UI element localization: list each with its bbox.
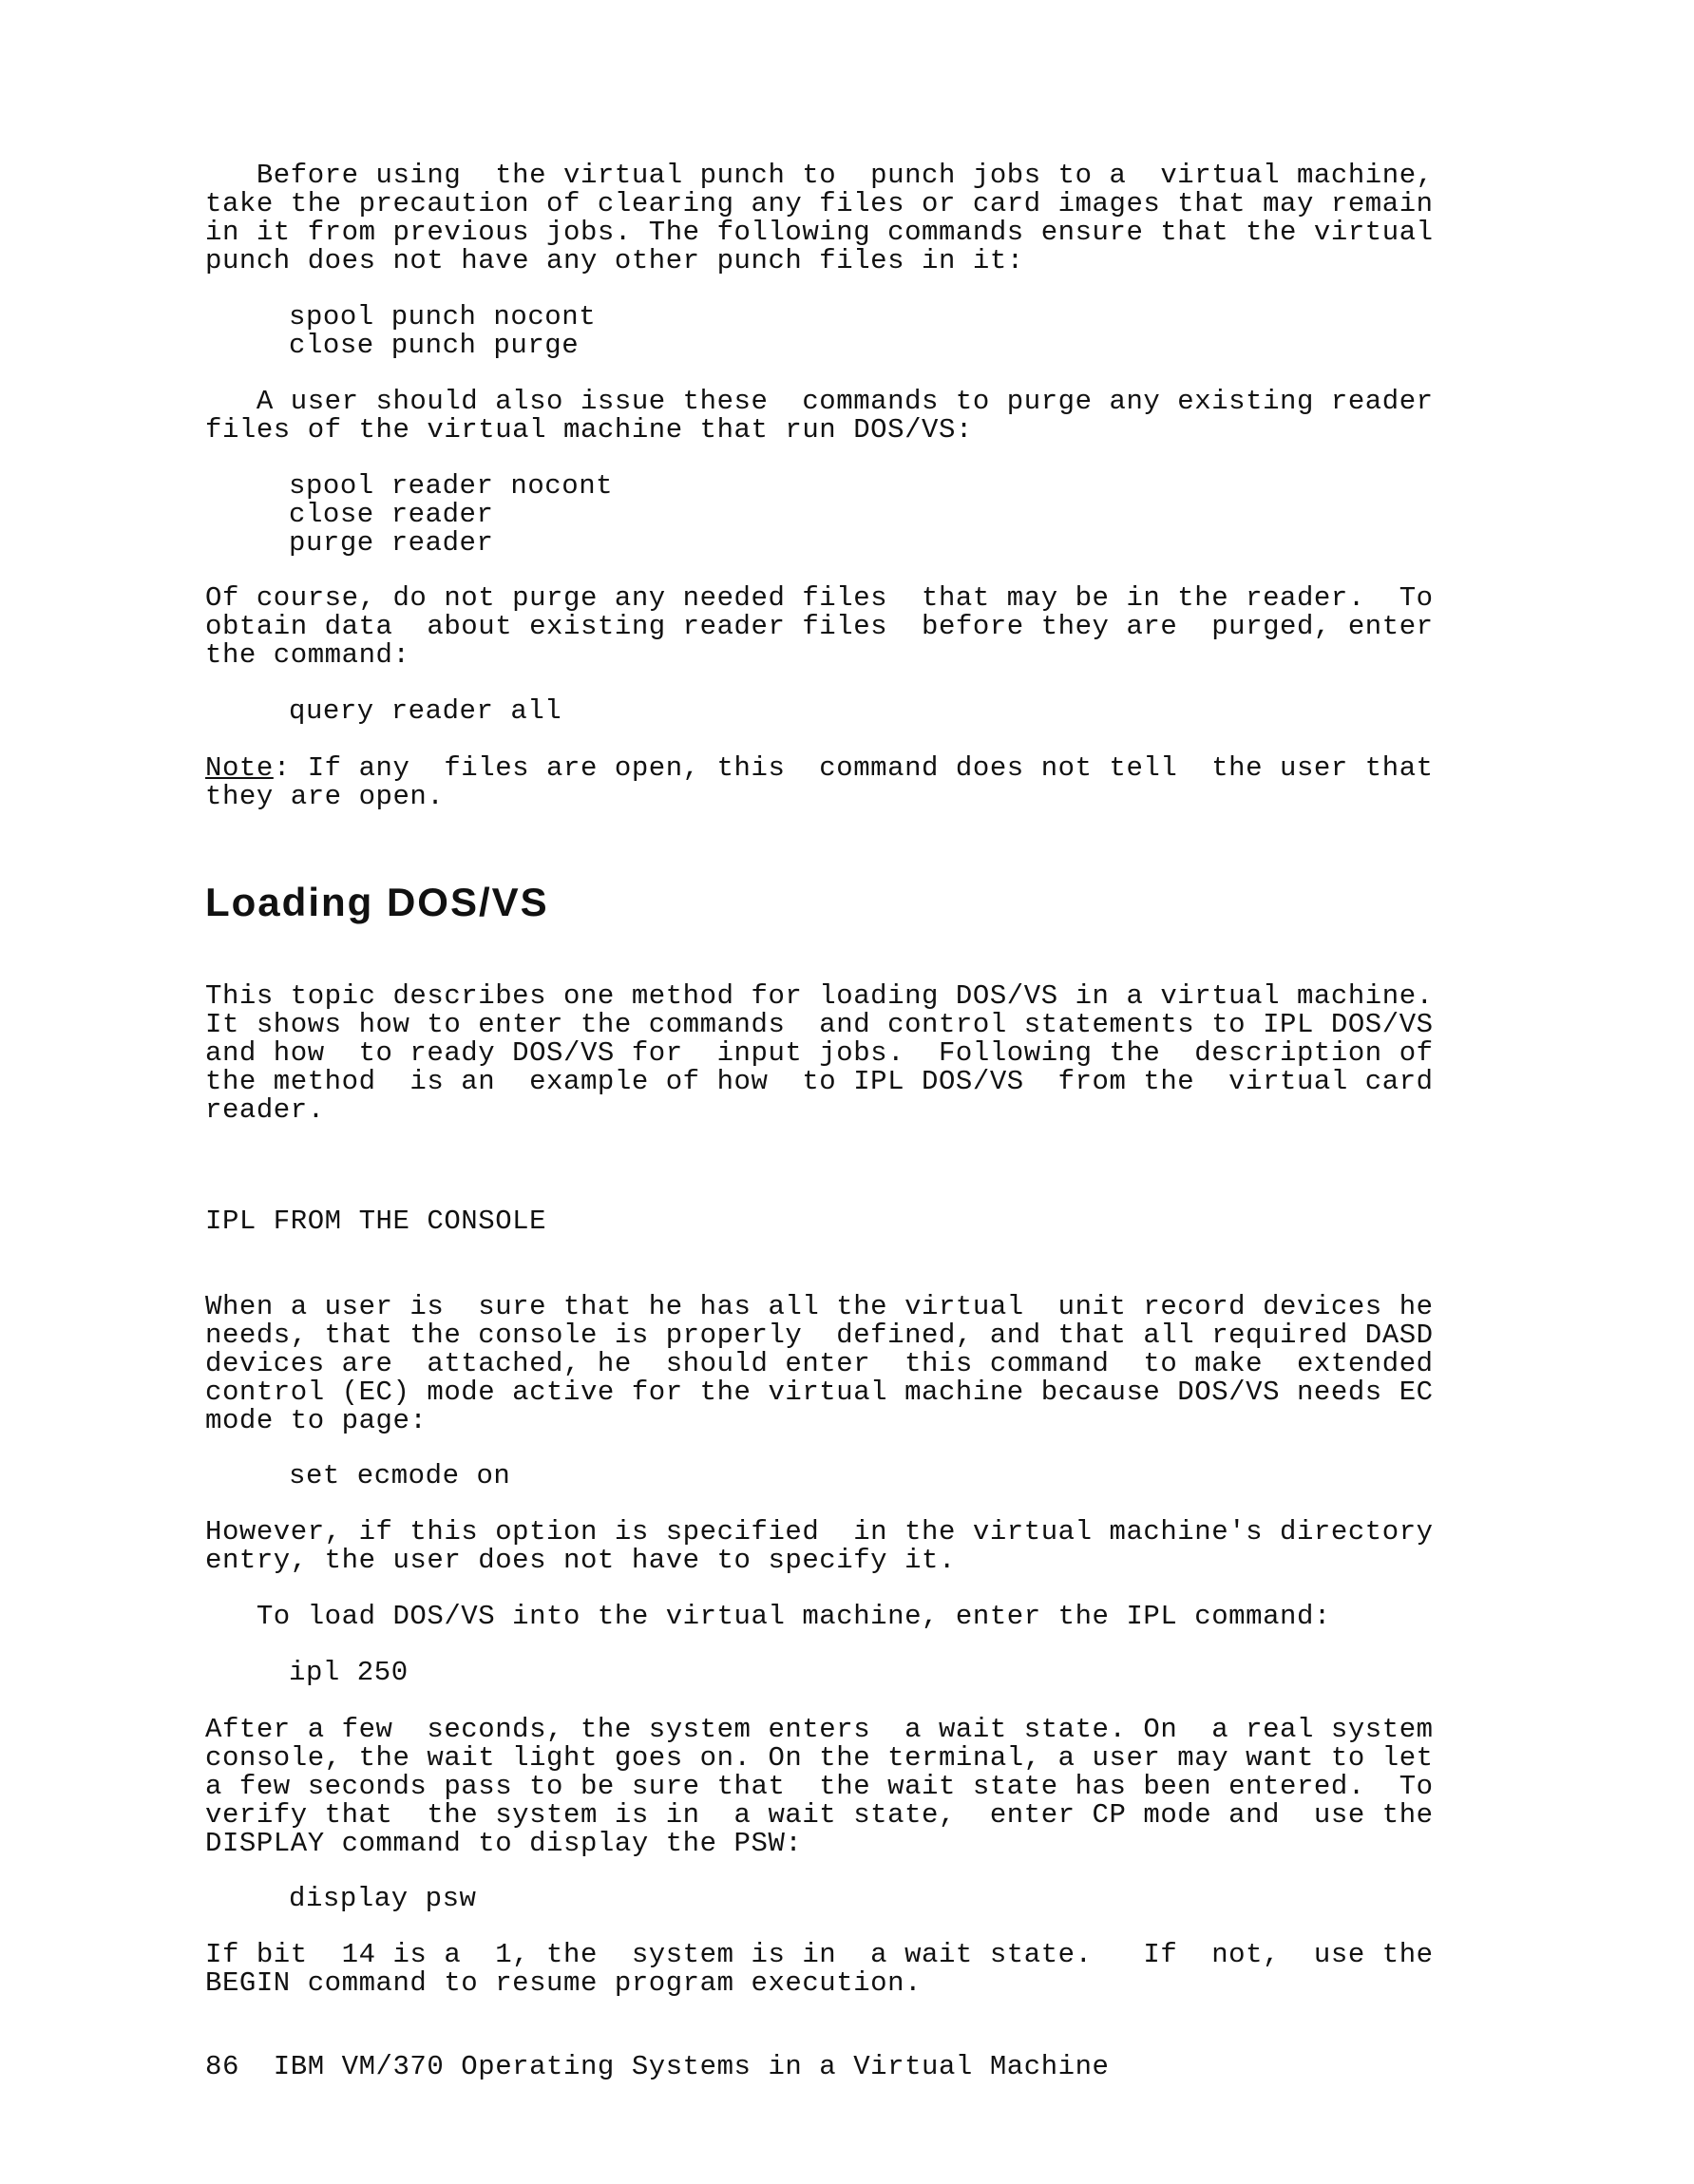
subsection-paragraph-3: To load DOS/VS into the virtual machine, enter the IPL command: <box>205 1601 1331 1632</box>
note-paragraph <box>205 754 1434 811</box>
subsection-heading: IPL FROM THE CONSOLE <box>205 1206 547 1237</box>
command-block-reader: spool reader nocont close reader purge reader <box>289 470 614 559</box>
subsection-paragraph-4: After a few seconds, the system enters a wait state. On a real system console, the wait light goes on. On the terminal, a user may want to let a few seconds pass to be sure that the wait state has been entered. To verify that the system is in a wait state, enter CP mode and use the DISPLAY command to display the PSW: <box>205 1714 1434 1859</box>
intro-paragraph-2: A user should also issue these commands to purge any existing reader files of the virtual machine that run DOS/VS: <box>205 386 1434 446</box>
subsection-paragraph-2: However, if this option is specified in the virtual machine's directory entry, the user does not have to specify it. <box>205 1516 1434 1576</box>
command-ipl: ipl 250 <box>289 1657 409 1688</box>
command-display-psw: display psw <box>289 1883 477 1914</box>
page-footer: 86 IBM VM/370 Operating Systems in a Virtual Machine <box>205 2051 1110 2082</box>
section-heading: Loading DOS/VS <box>205 880 549 924</box>
section-paragraph-1: This topic describes one method for loading DOS/VS in a virtual machine. It shows how to enter the commands and control statements to IPL DOS/VS and how to ready DOS/VS for input jobs. Following the description of the method is an example of how to IPL DOS/VS from the virtual card reader. <box>205 980 1434 1126</box>
command-set-ecmode: set ecmode on <box>289 1460 511 1491</box>
subsection-paragraph-5: If bit 14 is a 1, the system is in a wait state. If not, use the BEGIN command to resume program execution. <box>205 1939 1434 1999</box>
subsection-paragraph-1: When a user is sure that he has all the virtual unit record devices he needs, that the console is properly defined, and that all required DASD devices are attached, he should enter this command to make extended control (EC) mode active for the virtual machine because DOS/VS needs EC mode to page: <box>205 1291 1434 1436</box>
command-block-punch: spool punch nocont close punch purge <box>289 301 597 361</box>
note-label: Note <box>205 752 274 784</box>
intro-paragraph-1: Before using the virtual punch to punch jobs to a virtual machine, take the precaution of clearing any files or card images that may remain in it from previous jobs. The following commands ensure that the virtual punch does not have any other punch files in it: <box>205 160 1434 276</box>
note-text: : If any files are open, this command does not tell the user that they are open. <box>205 752 1434 812</box>
intro-paragraph-3: Of course, do not purge any needed files that may be in the reader. To obtain data about existing reader files before they are purged, enter the command: <box>205 582 1434 671</box>
command-query-reader: query reader all <box>289 695 562 727</box>
